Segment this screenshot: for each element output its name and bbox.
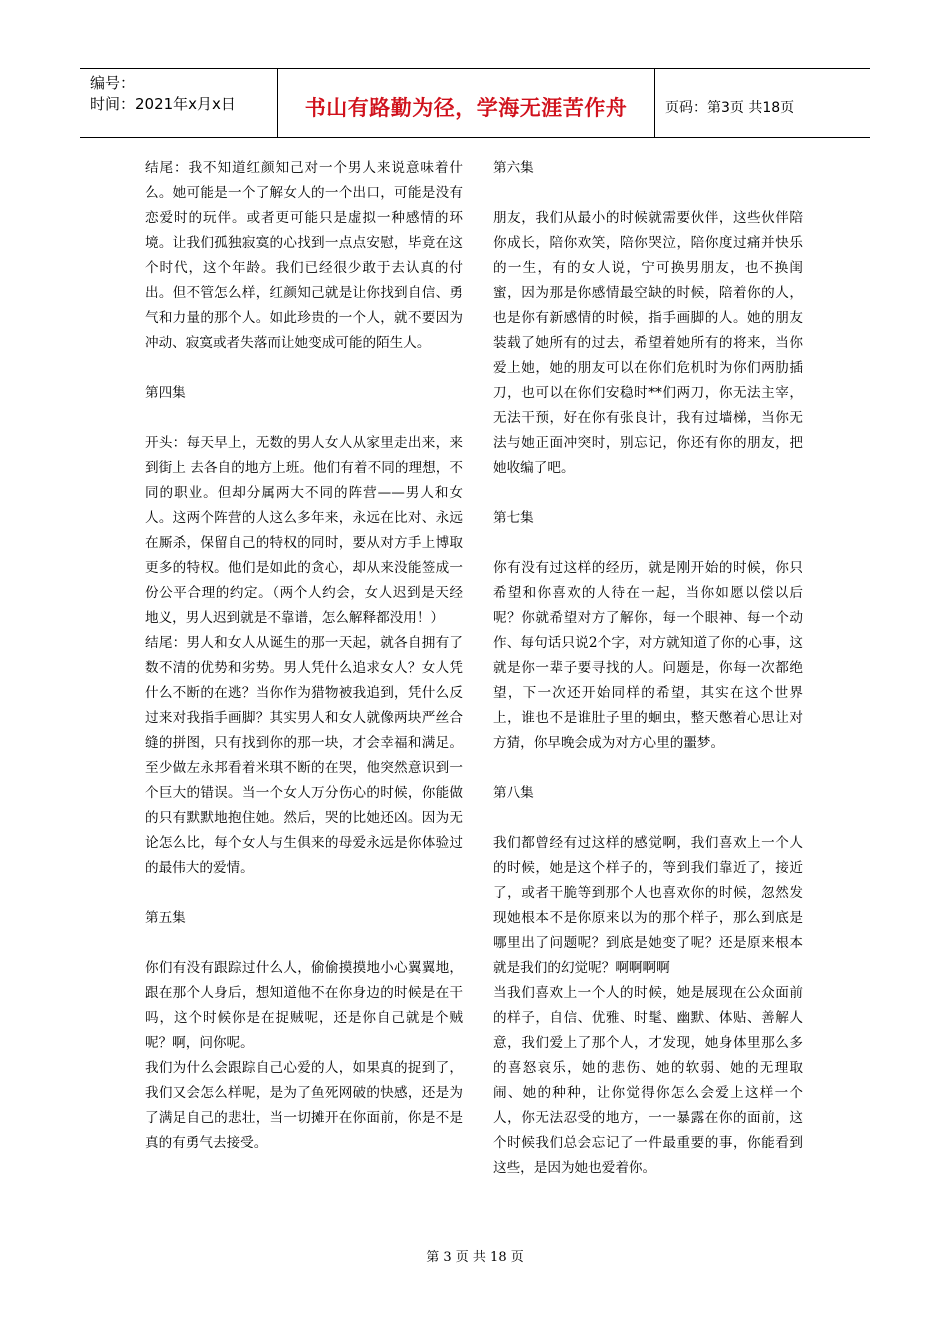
paragraph: 结尾：男人和女人从诞生的那一天起，就各自拥有了数不清的优势和劣势。男人凭什么追求女人？女人凭什么不断的在逃？当你作为猎物被我追到，凭什么反过来对我指手画脚？其实男人和女人就像两块严丝合缝的拼图，只有找到你的那一块，才会幸福和满足。至少做左永邦看着米琪不断的在哭，他突然意识到一个巨大的错误。当一个女人万分伤心的时候，你能做的只有默默地抱住她。然后，哭的比她还凶。因为无论怎么比，每个女人与生俱来的母爱永远是你体验过的最伟大的爱情。 xyxy=(145,635,463,876)
paragraph: 朋友，我们从最小的时候就需要伙伴，这些伙伴陪你成长，陪你欢笑，陪你哭泣，陪你度过痛并快乐的一生，有的女人说，宁可换男朋友，也不换闺蜜，因为那是你感情最空缺的时候，陪着你的人，也是你有新感情的时候，指手画脚的人。她的朋友装载了她所有的过去，希望着她所有的将来，当你爱上她，她的朋友可以在你们危机时为你们两肋插刀，也可以在你们安稳时**们两刀，你无法主宰，无法干预，好在你有张良计，我有过墙梯，当你无法与她正面冲突时，别忘记，你还有你的朋友，把她收编了吧。 xyxy=(493,210,803,476)
motto: 书山有路勤为径，学海无涯苦作舟 xyxy=(304,96,628,120)
time-label: 时间：2021年x月x日 xyxy=(90,95,236,113)
paragraph: 你们有没有跟踪过什么人，偷偷摸摸地小心翼翼地，跟在那个人身后，想知道他不在你身边的时候是在干吗，这个时候你是在捉贼呢，还是你自己就是个贼呢？啊，问你呢。 xyxy=(145,960,463,1051)
page-info: 页码：第3页 共18页 xyxy=(665,100,795,116)
paragraph: 结尾：我不知道红颜知己对一个男人来说意味着什么。她可能是一个了解女人的一个出口，可能是没有恋爱时的玩伴。或者更可能只是虚拟一种感情的环境。让我们孤独寂寞的心找到一点点安慰，毕竟在这个时代，这个年龄。我们已经很少敢于去认真的付出。但不管怎么样，红颜知己就是让你找到自信、勇气和力量的那个人。如此珍贵的一个人，就不要因为冲动、寂寞或者失落而让她变成可能的陌生人。 xyxy=(145,160,463,351)
episode-heading: 第七集 xyxy=(493,510,534,526)
paragraph: 开头：每天早上，无数的男人女人从家里走出来，来到街上 去各自的地方上班。他们有着不同的理想，不同的职业。但却分属两大不同的阵营——男人和女人。这两个阵营的人这么多年来，永远在比对、永远在厮杀，保留自己的特权的同时，要从对方手上博取更多的特权。他们是如此的贪心，却从来没能签成一份公平合理的约定。（两个人约会，女人迟到是天经地义，男人迟到就是不靠谱，怎么解释都没用！） xyxy=(145,435,463,626)
header-page-cell xyxy=(655,69,870,137)
episode-heading: 第四集 xyxy=(145,385,186,401)
page-header xyxy=(80,68,870,138)
header-meta xyxy=(80,69,278,137)
episode-heading: 第六集 xyxy=(493,160,534,176)
paragraph: 我们为什么会跟踪自己心爱的人，如果真的捉到了，我们又会怎么样呢，是为了鱼死网破的快感，还是为了满足自己的悲壮，当一切摊开在你面前，你是不是真的有勇气去接受。 xyxy=(145,1060,463,1151)
paragraph: 我们都曾经有过这样的感觉啊，我们喜欢上一个人的时候，她是这个样子的，等到我们靠近了，接近了，或者干脆等到那个人也喜欢你的时候，忽然发现她根本不是你原来以为的那个样子，那么到底是哪里出了问题呢？到底是她变了呢？还是原来根本就是我们的幻觉呢？啊啊啊啊 xyxy=(493,835,803,976)
serial-label: 编号： xyxy=(90,74,136,92)
header-motto-cell xyxy=(278,69,655,137)
page-footer: 第 3 页 共 18 页 xyxy=(426,1250,524,1265)
paragraph: 当我们喜欢上一个人的时候，她是展现在公众面前的样子，自信、优雅、时髦、幽默、体贴、善解人意，我们爱上了那个人，才发现，她身体里那么多的喜怒哀乐，她的悲伤、她的软弱、她的无理取闹、她的种种，让你觉得你怎么会爱上这样一个人，你无法忍受的地方，一一暴露在你的面前，这个时候我们总会忘记了一件最重要的事，你能看到这些，是因为她也爱着你。 xyxy=(493,985,803,1176)
right-column xyxy=(493,156,803,1181)
episode-heading: 第五集 xyxy=(145,910,186,926)
left-column xyxy=(145,156,463,1156)
episode-heading: 第八集 xyxy=(493,785,534,801)
paragraph: 你有没有过这样的经历，就是刚开始的时候，你只希望和你喜欢的人待在一起，当你如愿以偿以后呢？你就希望对方了解你，每一个眼神、每一个动作、每句话只说2个字，对方就知道了你的心事，这就是你一辈子要寻找的人。问题是，你每一次都绝望，下一次还开始同样的希望，其实在这个世界上，谁也不是谁肚子里的蛔虫，整天憋着心思让对方猜，你早晚会成为对方心里的噩梦。 xyxy=(493,560,803,751)
